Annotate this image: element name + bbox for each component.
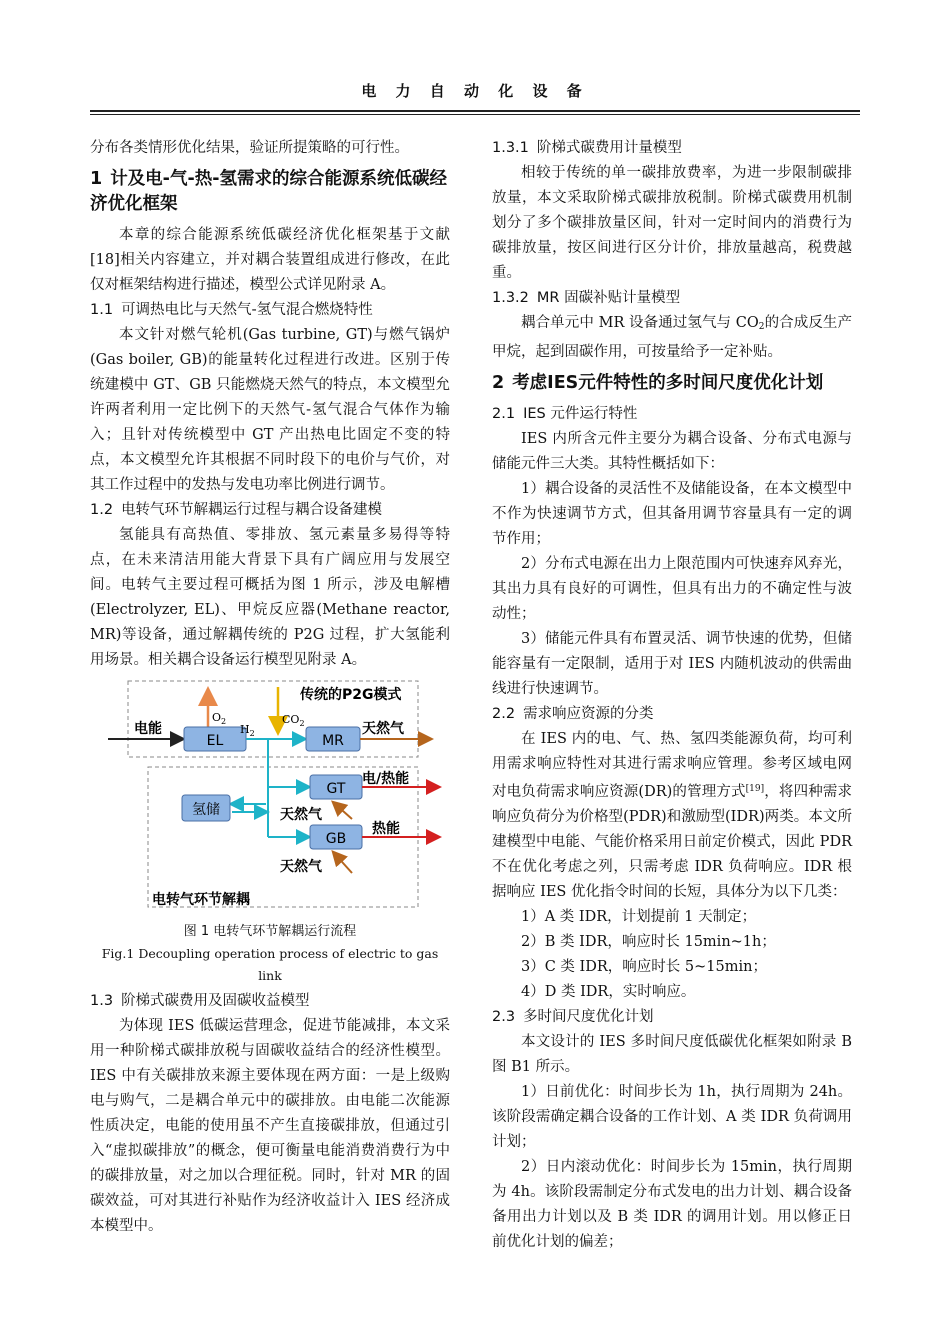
gas-turbine-label: GT <box>326 781 346 797</box>
subscript: 2 <box>758 322 765 332</box>
text-run: ，将四种需求响应负荷分为价格型(PDR)和激励型(IDR)两类。本文所建模型中电能、气能价格采用日前定价模式，因此 PDR 不在优化考虑之列，只需考虑 IDR 负荷响应。IDR 根据响应 IES 优化指令时间的长短，具体分为以下几类： <box>492 784 853 900</box>
list-item: 2）分布式电源在出力上限范围内可快速弃风弃光，其出力具有良好的可调性，但具有出力的不确定性与波动性； <box>492 556 852 622</box>
section-1-heading <box>90 167 450 217</box>
list-item: 2）B 类 IDR，响应时长 15min~1h； <box>521 934 776 950</box>
figure-1-caption-cn: 图 1 电转气环节解耦运行流程 <box>183 924 357 939</box>
list-item: 3）C 类 IDR，响应时长 5~15min； <box>521 959 767 975</box>
list-item: 1）耦合设备的灵活性不及储能设备，在本文模型中不作为快速调节方式，但其备用调节容量具有一定的调节作用； <box>492 481 852 547</box>
section-2-heading <box>492 371 852 396</box>
subsection-number: 2.3 <box>492 1009 516 1025</box>
list-item: 4）D 类 IDR，实时响应。 <box>521 984 696 1000</box>
subsection-title: IES 元件运行特性 <box>523 406 638 422</box>
section-number: 2 <box>492 373 505 393</box>
traditional-p2g-label: 传统的P2G模式 <box>300 687 402 703</box>
subsection-1-1-heading <box>90 298 450 323</box>
left-column <box>90 136 450 1239</box>
subsection-number: 1.1 <box>90 302 114 318</box>
figure-1-diagram <box>90 679 450 917</box>
subsection-2-2-heading <box>492 702 852 727</box>
subsection-1-2-paragraph: 氢能具有高热值、零排放、氢元素量多易得等特点，在未来清洁用能大背景下具有广阔应用与发展空间。电转气主要过程可概括为图 1 所示，涉及电解槽(Electrolyzer, EL)、甲烷反应器(Methane reactor, MR)等设备，通过解耦传统的 P2G 过程，扩大氢能利用场景。相关耦合设备运行模型见附录 A。 <box>90 527 450 668</box>
subsection-number: 1.3 <box>90 993 114 1009</box>
electric-input-label: 电能 <box>134 721 162 737</box>
subsection-title: 电转气环节解耦运行过程与耦合设备建模 <box>121 502 383 518</box>
text-run: 的合成反生产甲烷，起到固碳作用，可按量给予一定补贴。 <box>492 315 852 360</box>
subsection-1-3-1-heading <box>492 136 852 161</box>
subsection-title: 阶梯式碳费用计量模型 <box>536 140 682 156</box>
figure-1-caption-en: Fig.1 Decoupling operation process of electric to gas link <box>101 946 439 983</box>
subsection-title: MR 固碳补贴计量模型 <box>536 290 681 306</box>
section-1-paragraph: 本章的综合能源系统低碳经济优化框架基于文献[18]相关内容建立，并对耦合装置组成进行修改，在此仅对框架结构进行描述，模型公式详见附录 A。 <box>90 227 450 293</box>
subsection-title: 需求响应资源的分类 <box>523 706 654 722</box>
gb-gas-input-label: 天然气 <box>280 859 322 875</box>
subsection-1-3-heading <box>90 989 450 1014</box>
section-title: 计及电-气-热-氢需求的综合能源系统低碳经济优化框架 <box>90 169 447 214</box>
list-item: 1）日前优化：时间步长为 1h，执行周期为 24h。该阶段需确定耦合设备的工作计划、A 类 IDR 负荷调用计划； <box>492 1084 852 1150</box>
subsection-title: 阶梯式碳费用及固碳收益模型 <box>121 993 310 1009</box>
subsection-number: 1.2 <box>90 502 114 518</box>
subsection-1-3-paragraph: 为体现 IES 低碳运营理念，促进节能减排，本文采用一种阶梯式碳排放税与固碳收益结合的经济性模型。IES 中有关碳排放来源主要体现在两方面：一是上级购电与购气，二是耦合单元中的碳排放。由电能二次能源性质决定，电能的使用虽不产生直接碳排放，但通过引入“虚拟碳排放”的概念，便可衡量电能消费消费行为中的碳排放量，对之加以合理征税。同时，针对 MR 的固碳效益，可对其进行补贴作为经济收益计入 IES 经济成本模型中。 <box>90 1018 450 1234</box>
subsection-title: 多时间尺度优化计划 <box>523 1009 654 1025</box>
text-run: 耦合单元中 MR 设备通过氢气与 CO <box>521 315 759 331</box>
subsection-number: 1.3.1 <box>492 140 529 156</box>
subsection-2-3-heading <box>492 1005 852 1030</box>
gt-gas-input-label: 天然气 <box>280 807 322 823</box>
electrolyzer-label: EL <box>206 733 224 749</box>
gas-boiler-label: GB <box>325 831 347 847</box>
gb-output-label: 热能 <box>372 821 400 837</box>
subsection-2-1-paragraph: IES 内所含元件主要分为耦合设备、分布式电源与储能元件三大类。其特性概括如下： <box>492 431 852 472</box>
gb-gas-input-arrow <box>334 853 352 873</box>
list-item: 2）日内滚动优化：时间步长为 15min，执行周期为 4h。该阶段需制定分布式发电的出力计划、耦合设备备用出力计划以及 B 类 IDR 的调用计划。用以修正日前优化计划的偏差； <box>492 1159 852 1250</box>
subsection-2-1-heading <box>492 402 852 427</box>
intro-tail-paragraph: 分布各类情形优化结果，验证所提策略的可行性。 <box>90 140 409 156</box>
subsection-2-2-paragraph <box>492 727 852 905</box>
subsection-2-3-paragraph: 本文设计的 IES 多时间尺度低碳优化框架如附录 B 图 B1 所示。 <box>492 1034 852 1075</box>
subsection-title: 可调热电比与天然气-氢气混合燃烧特性 <box>121 302 373 318</box>
section-title: 考虑IES元件特性的多时间尺度优化计划 <box>512 373 824 393</box>
citation-ref: [19] <box>745 784 765 794</box>
subsection-number: 2.2 <box>492 706 516 722</box>
section-number: 1 <box>90 169 103 189</box>
text-run: 在 IES 内的电、气、热、氢四类能源负荷，均可利用需求响应特性对其进行需求响应管理。参考区域电网对电负荷需求响应资源(DR)的管理方式 <box>492 731 852 800</box>
methane-reactor-label: MR <box>322 733 344 749</box>
gt-gas-input-arrow <box>334 803 352 819</box>
list-item: 1）A 类 IDR，计划提前 1 天制定； <box>521 909 757 925</box>
decoupling-label: 电转气环节解耦 <box>152 892 250 908</box>
o2-label: $O_2$ <box>212 711 227 726</box>
subsection-1-1-paragraph: 本文针对燃气轮机(Gas turbine, GT)与燃气锅炉(Gas boiler, GB)的能量转化过程进行改进。区别于传统建模中 GT、GB 只能燃烧天然气的特点，本文模型允许两者利用一定比例下的天然气-氢气混合气体作为输入；且针对传统模型中 GT 产出热电比固定不变的特点，本文模型允许其根据不同时段下的电价与气价，对其工作过程中的发热与发电功率比例进行调节。 <box>90 327 450 493</box>
subsection-1-3-1-paragraph: 相较于传统的单一碳排放费率，为进一步限制碳排放量，本文采取阶梯式碳排放税制。阶梯式碳费用机制划分了多个碳排放量区间，针对一定时间内的消费行为碳排放量，按区间进行区分计价，排放量越高，税费越重。 <box>492 165 852 281</box>
co2-label: $CO_2$ <box>282 713 305 728</box>
h2-storage-label: 氢储 <box>192 802 220 818</box>
subsection-number: 1.3.2 <box>492 290 529 306</box>
subsection-1-2-heading <box>90 498 450 523</box>
header-rule-thin <box>90 114 860 115</box>
journal-header: 电 力 自 动 化 设 备 <box>361 82 589 100</box>
right-column <box>492 136 852 1255</box>
gt-output-label: 电/热能 <box>362 771 410 787</box>
subsection-number: 2.1 <box>492 406 516 422</box>
header-rule-thick <box>90 110 860 112</box>
subsection-1-3-2-paragraph <box>492 311 852 365</box>
list-item: 3）储能元件具有布置灵活、调节快速的优势，但储能容量有一定限制，适用于对 IES 内随机波动的供需曲线进行快速调节。 <box>492 631 852 697</box>
subsection-1-3-2-heading <box>492 286 852 311</box>
figure-1 <box>90 679 450 917</box>
gas-output-label: 天然气 <box>362 721 404 737</box>
h2-label: $H_2$ <box>240 723 255 738</box>
